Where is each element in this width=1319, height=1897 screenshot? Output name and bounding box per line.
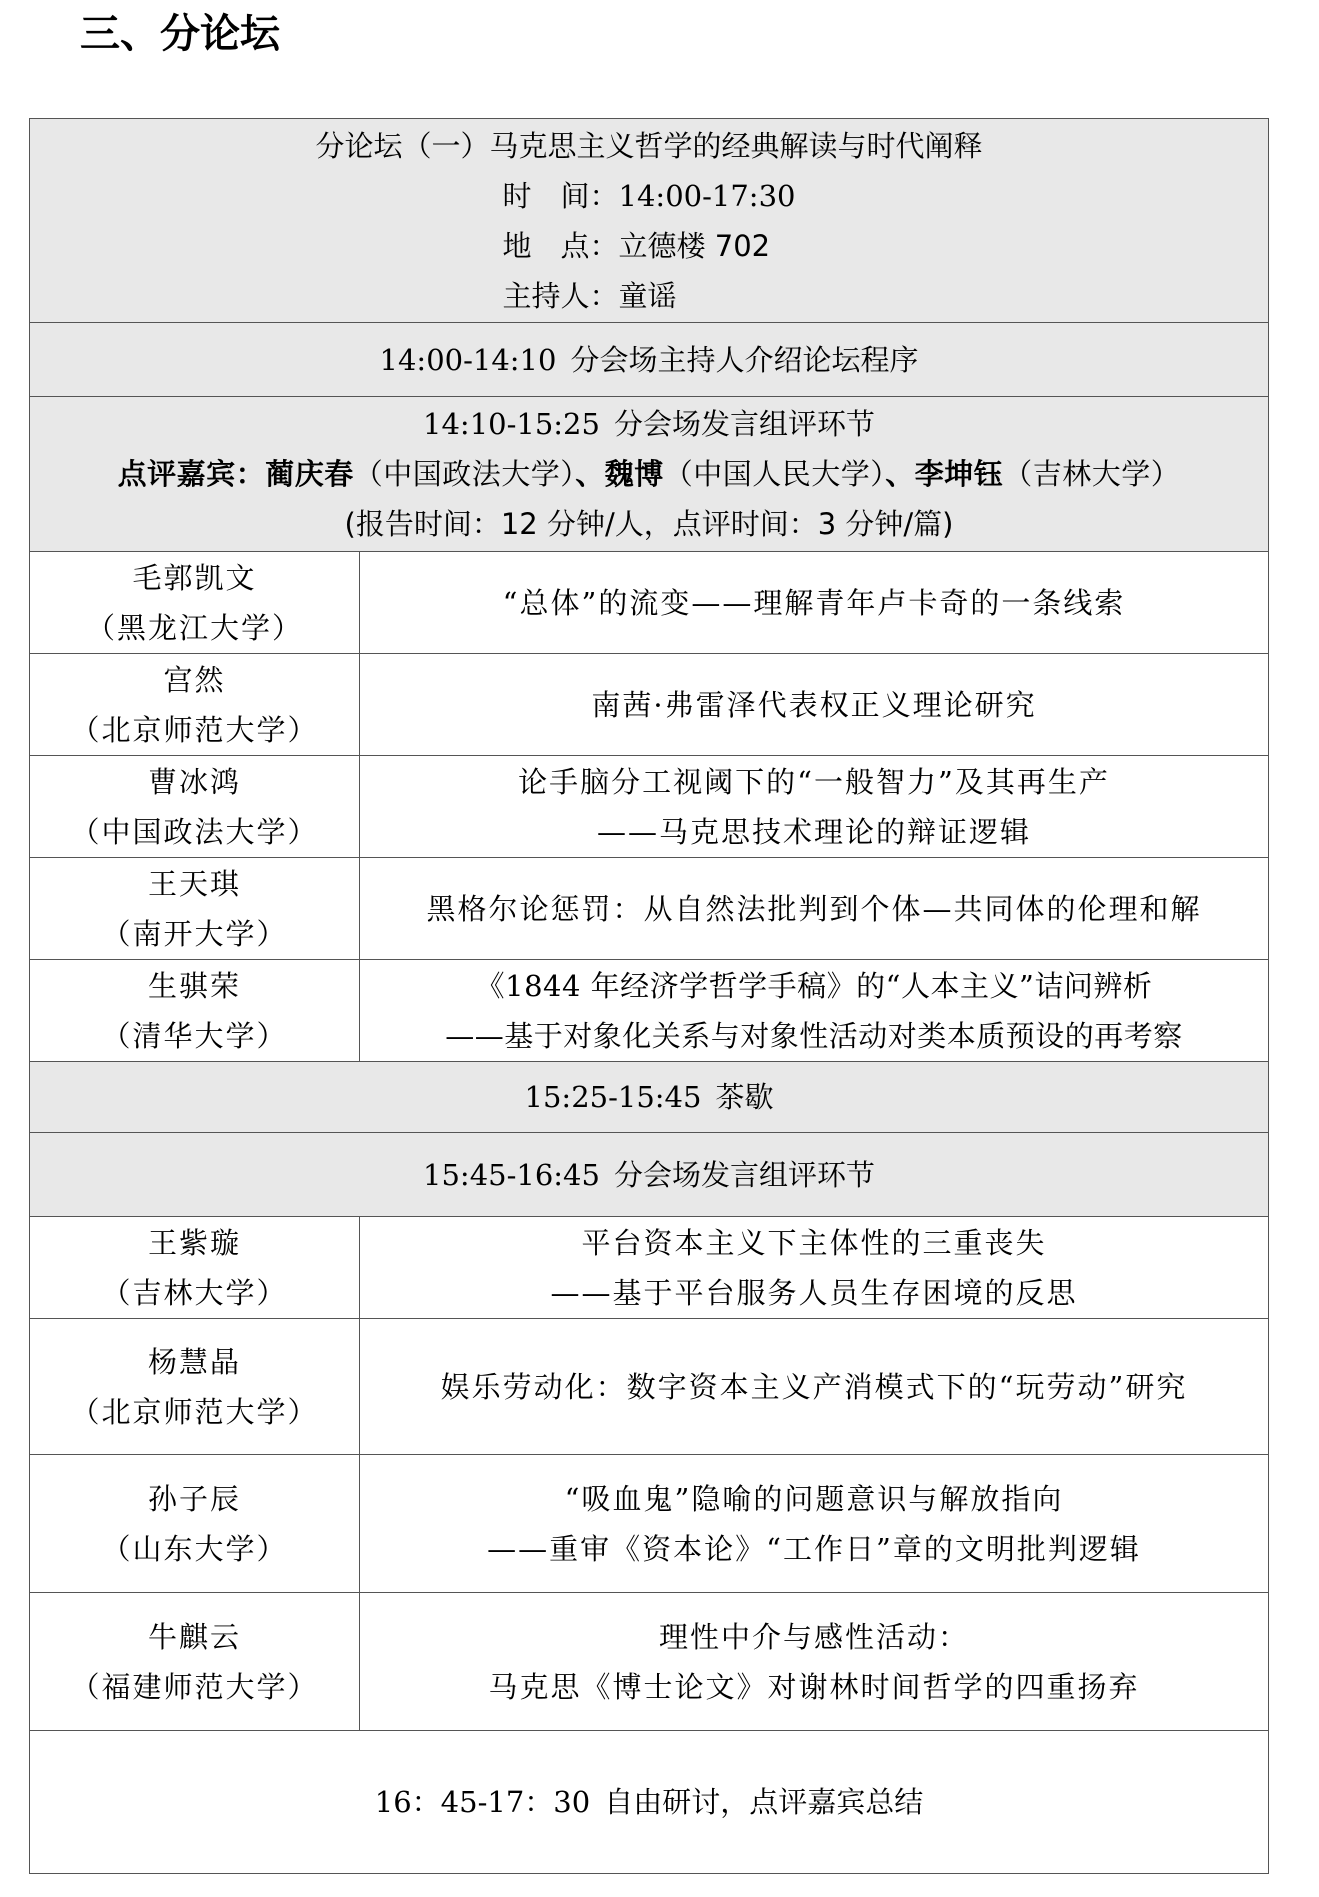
forum-schedule-table xyxy=(29,118,1269,1874)
commentator-name: 魏博 xyxy=(604,457,664,491)
intro-time: 14:00-14:10 xyxy=(379,342,557,377)
talk-subtitle-line: ——重审《资本论》“工作日”章的文明批判逻辑 xyxy=(487,1531,1141,1566)
speaker-university: （北京师范大学） xyxy=(70,712,319,747)
talk-title-cell xyxy=(360,756,1269,858)
talk-title-cell xyxy=(360,858,1269,960)
talk-title-cell xyxy=(360,1455,1269,1593)
speaker-university: （山东大学） xyxy=(101,1531,288,1566)
table-row xyxy=(30,1319,1269,1455)
talk-title-line: “吸血鬼”隐喻的问题意识与解放指向 xyxy=(564,1481,1064,1516)
break-time: 15:25-15:45 xyxy=(524,1080,702,1114)
speaker-cell xyxy=(30,552,360,654)
forum-place xyxy=(503,221,796,271)
intro-cell xyxy=(30,323,1269,397)
commentators-line xyxy=(30,449,1268,499)
speaker-university: （中国政法大学） xyxy=(70,814,319,849)
session2-header-cell xyxy=(30,1133,1269,1217)
forum-time xyxy=(503,171,796,221)
talk-title-cell xyxy=(360,1593,1269,1731)
commentator-affiliation: （中国人民大学） xyxy=(663,457,886,491)
speaker-university: （北京师范大学） xyxy=(70,1394,319,1429)
break-label: 茶歇 xyxy=(715,1080,774,1114)
speaker-cell xyxy=(30,756,360,858)
closing-time: 16：45-17：30 xyxy=(374,1785,591,1819)
talk-title-line: 理性中介与感性活动： xyxy=(658,1619,969,1654)
speaker-name: 王紫璇 xyxy=(147,1225,241,1260)
section-title: 三、分论坛 xyxy=(80,11,280,57)
table-row xyxy=(30,756,1269,858)
speaker-name: 孙子辰 xyxy=(147,1481,241,1516)
speaker-cell xyxy=(30,960,360,1062)
commentators-label: 点评嘉宾： xyxy=(117,457,266,491)
speaker-name: 王天琪 xyxy=(147,866,241,901)
table-row xyxy=(30,960,1269,1062)
talk-title-cell xyxy=(360,1217,1269,1319)
closing-label: 自由研讨，点评嘉宾总结 xyxy=(604,1785,924,1819)
talk-subtitle-line: ——基于对象化关系与对象性活动对类本质预设的再考察 xyxy=(445,1018,1183,1053)
speaker-name: 曹冰鸿 xyxy=(147,764,241,799)
speaker-university: （南开大学） xyxy=(101,916,288,951)
talk-title-line: 《1844 年经济学哲学手稿》的“人本主义”诘问辨析 xyxy=(475,968,1153,1003)
speaker-cell xyxy=(30,1319,360,1455)
table-row xyxy=(30,552,1269,654)
break-cell xyxy=(30,1062,1269,1133)
intro-label: 分会场主持人介绍论坛程序 xyxy=(570,342,919,377)
talk-title-line: 娱乐劳动化：数字资本主义产消模式下的“玩劳动”研究 xyxy=(440,1369,1188,1404)
separator: 、 xyxy=(885,457,915,491)
talk-title-cell xyxy=(360,654,1269,756)
table-row xyxy=(30,858,1269,960)
intro-row xyxy=(30,323,1269,397)
time-label: 时 间： xyxy=(502,178,619,213)
talk-title-cell xyxy=(360,1319,1269,1455)
session1-time: 14:10-15:25 xyxy=(423,407,600,441)
forum-meta xyxy=(503,171,796,321)
session2-time: 15:45-16:45 xyxy=(423,1157,600,1192)
commentator-affiliation: （中国政法大学） xyxy=(353,457,576,491)
speaker-name: 牛麒云 xyxy=(147,1619,241,1654)
session1-heading xyxy=(30,399,1268,449)
forum-title: 分论坛（一）马克思主义哲学的经典解读与时代阐释 xyxy=(315,128,983,163)
talk-title-line: “总体”的流变——理解青年卢卡奇的一条线索 xyxy=(502,585,1126,620)
commentator-name: 李坤钰 xyxy=(914,457,1004,491)
forum-header-row xyxy=(30,119,1269,323)
commentator-affiliation: （吉林大学） xyxy=(1003,457,1181,491)
speaker-university: （吉林大学） xyxy=(101,1275,288,1310)
talk-title-line: 黑格尔论惩罚：从自然法批判到个体—共同体的伦理和解 xyxy=(426,891,1202,926)
closing-cell xyxy=(30,1731,1269,1874)
forum-host xyxy=(503,271,796,321)
speaker-university: （清华大学） xyxy=(101,1018,288,1053)
talk-subtitle-line: 马克思《博士论文》对谢林时间哲学的四重扬弃 xyxy=(488,1669,1140,1704)
table-row xyxy=(30,1593,1269,1731)
break-row xyxy=(30,1062,1269,1133)
place-label: 地 点： xyxy=(502,228,619,263)
talk-title-line: 平台资本主义下主体性的三重丧失 xyxy=(581,1225,1047,1260)
talk-title-line: 论手脑分工视阈下的“一般智力”及其再生产 xyxy=(518,764,1110,799)
talk-subtitle-line: ——基于平台服务人员生存困境的反思 xyxy=(550,1275,1078,1310)
table-row xyxy=(30,1217,1269,1319)
speaker-university: （黑龙江大学） xyxy=(85,610,303,645)
talk-title-cell xyxy=(360,552,1269,654)
session1-header-row xyxy=(30,397,1269,552)
host-value: 童谣 xyxy=(618,278,677,313)
separator: 、 xyxy=(575,457,605,491)
speaker-cell xyxy=(30,1217,360,1319)
talk-subtitle-line: ——马克思技术理论的辩证逻辑 xyxy=(596,814,1031,849)
speaker-name: 宫然 xyxy=(163,662,226,697)
forum-header-cell xyxy=(30,119,1269,323)
time-value: 14:00-17:30 xyxy=(618,178,796,213)
commentator-name: 蔺庆春 xyxy=(265,457,354,491)
table-row xyxy=(30,1455,1269,1593)
session1-header-cell xyxy=(30,397,1269,552)
talk-title-cell xyxy=(360,960,1269,1062)
place-value: 立德楼 702 xyxy=(618,228,771,263)
session2-label: 分会场发言组评环节 xyxy=(613,1157,875,1192)
session1-label: 分会场发言组评环节 xyxy=(613,407,875,441)
speaker-cell xyxy=(30,1455,360,1593)
speaker-name: 毛郭凯文 xyxy=(132,560,257,595)
speaker-name: 杨慧晶 xyxy=(147,1344,241,1379)
speaker-cell xyxy=(30,858,360,960)
speaker-cell xyxy=(30,1593,360,1731)
host-label: 主持人： xyxy=(502,278,619,313)
session2-header-row xyxy=(30,1133,1269,1217)
talk-title-line: 南茜·弗雷泽代表权正义理论研究 xyxy=(591,687,1037,722)
timing-note: (报告时间：12 分钟/人，点评时间：3 分钟/篇) xyxy=(344,507,954,541)
speaker-name: 生骐荣 xyxy=(147,968,241,1003)
closing-row xyxy=(30,1731,1269,1874)
speaker-university: （福建师范大学） xyxy=(70,1669,319,1704)
speaker-cell xyxy=(30,654,360,756)
table-row xyxy=(30,654,1269,756)
